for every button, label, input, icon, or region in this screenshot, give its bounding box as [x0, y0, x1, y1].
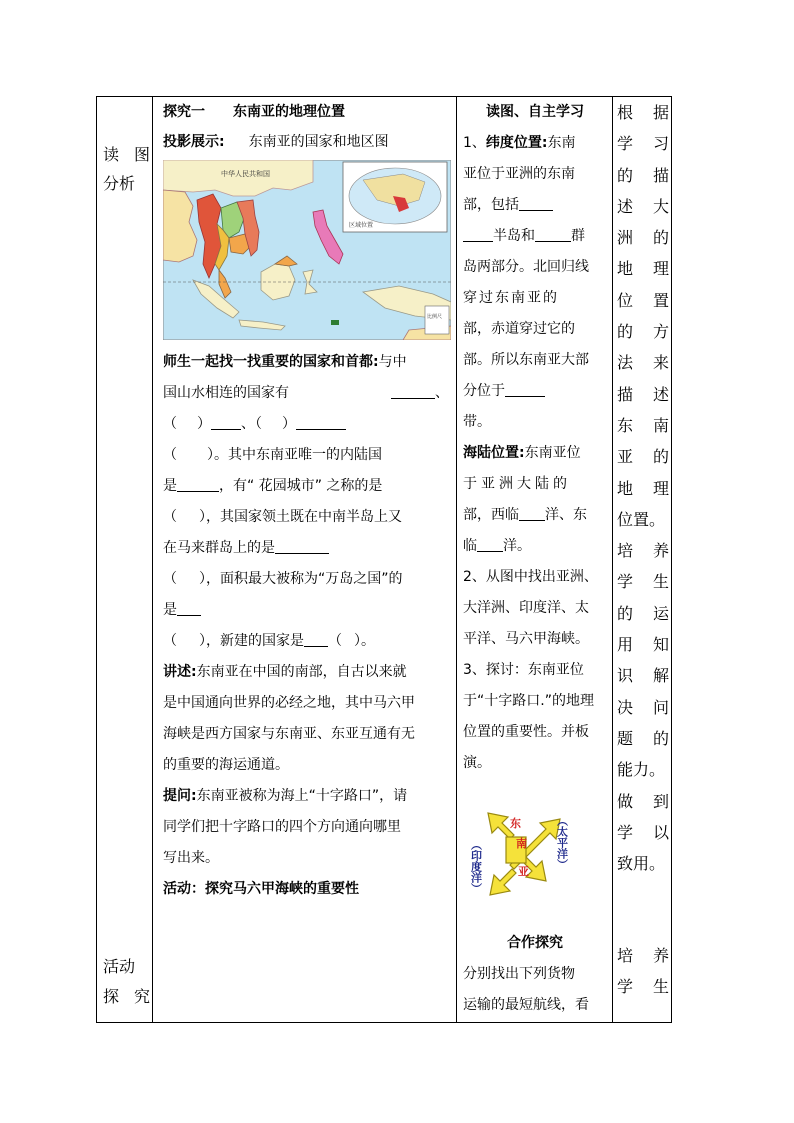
- text-line: 部。所以东南亚大部: [463, 352, 589, 368]
- activity-heading: 活动：探究马六甲海峡的重要性: [163, 881, 359, 897]
- text-line: 2、从图中找出亚洲、: [463, 569, 598, 585]
- text-line: 于亚洲大陆的: [463, 476, 571, 492]
- arrow-southwest: [490, 869, 516, 895]
- text-fragment: 是: [163, 602, 177, 618]
- intent-char: 解: [652, 666, 669, 686]
- fill-blank[interactable]: [177, 475, 219, 492]
- intent-char: 来: [652, 353, 669, 373]
- crossroad-diagram: [462, 795, 612, 913]
- intent-char: 致用。: [617, 854, 666, 874]
- intent-char: 学: [617, 572, 634, 592]
- intent-row: [617, 222, 669, 253]
- intent-char: 的: [617, 165, 634, 185]
- fill-blank[interactable]: [535, 225, 571, 242]
- col-section-labels-2: [103, 952, 153, 1012]
- intent-row: [617, 940, 669, 971]
- intent-row: [617, 598, 669, 629]
- map-legend: [425, 306, 449, 334]
- text-neighbors: 国山水相连的国家有: [163, 385, 289, 401]
- text-line: 岛两部分。北回归线: [463, 259, 589, 275]
- intent-char: 学: [617, 134, 634, 154]
- col-self-study: [463, 97, 607, 779]
- map-timor: [331, 320, 339, 325]
- text-fragment: ，有“ 花园城市” 之称的是: [219, 478, 383, 494]
- text-fragment: 、: [241, 416, 255, 432]
- intent-char: 的: [617, 322, 634, 342]
- text-line: 亚位于亚洲的东南: [463, 166, 575, 182]
- text-fragment: 群: [571, 228, 585, 244]
- intent-char: 培: [617, 541, 634, 561]
- intent-row: [617, 97, 669, 128]
- fill-blank[interactable]: [211, 413, 241, 430]
- text-fragment: 临: [463, 538, 477, 554]
- intent-char: 南: [652, 415, 669, 435]
- text-line: 穿过东南亚的: [463, 290, 559, 306]
- intent-char: 识: [617, 666, 634, 686]
- fill-blank[interactable]: [463, 225, 493, 242]
- intent-char: 题: [617, 728, 634, 748]
- self-study-heading: 读图、自主学习: [486, 104, 584, 120]
- cooperative-text: 分别找出下列货物: [463, 966, 575, 982]
- text-fragment: 洋。: [503, 538, 531, 554]
- intent-row: [617, 535, 669, 566]
- text-line: 大洋洲、印度洋、太: [463, 600, 589, 616]
- label-analysis: 分析: [103, 174, 136, 193]
- text-line: 部，赤道穿过它的: [463, 321, 575, 337]
- fill-blank[interactable]: [519, 504, 545, 521]
- label-activity: 活动: [103, 957, 136, 976]
- intent-row: [617, 191, 669, 222]
- text-fragment: 在马来群岛上的是: [163, 540, 275, 556]
- intent-char: 法: [617, 353, 634, 373]
- intent-char: 洲: [617, 228, 634, 248]
- fill-blank[interactable]: [296, 413, 346, 430]
- heading-part-a: 探究一: [163, 104, 205, 120]
- text-fragment: 部，西临: [463, 507, 519, 523]
- text-fragment: 是: [163, 478, 177, 494]
- intent-char: 大: [652, 196, 669, 216]
- intent-row: [617, 128, 669, 159]
- label-explore-b: 究: [133, 987, 150, 1006]
- intent-row: [617, 723, 669, 754]
- intent-row: [617, 848, 669, 879]
- label-explore-a: 探: [103, 987, 120, 1006]
- intent-char: 问: [652, 697, 669, 717]
- intent-row: [617, 316, 669, 347]
- intent-char: 位: [617, 290, 634, 310]
- intent-row: [617, 379, 669, 410]
- text-fragment: 东南: [547, 135, 576, 151]
- lecture-text: 是中国通向世界的必经之地，其中马六甲: [163, 695, 415, 711]
- intent-char: 运: [652, 603, 669, 623]
- text-fragment: 洋、东: [545, 507, 587, 523]
- col-teaching-content: [163, 347, 453, 905]
- intent-char: 方: [652, 322, 669, 342]
- intent-row: [617, 253, 669, 284]
- intent-char: 据: [652, 103, 669, 122]
- intent-char: 的: [652, 447, 669, 467]
- intent-char: 描: [617, 384, 634, 404]
- pacific-label: （太平洋）: [555, 815, 569, 870]
- text-fragment: 分位于: [463, 383, 505, 399]
- intent-char: 生: [652, 572, 669, 592]
- crossroad-label-3: 亚: [518, 865, 529, 878]
- label-read-b: 图: [133, 145, 150, 164]
- intent-row: [617, 410, 669, 441]
- intent-char: 用: [617, 635, 634, 655]
- intent-row: [617, 971, 669, 1002]
- text-fragment: ）: [282, 416, 296, 432]
- intent-char: 学: [617, 977, 634, 997]
- text-fragment: 、: [435, 385, 449, 401]
- lecture-text: 东南亚在中国的南部，自古以来就: [196, 664, 407, 680]
- intent-char: 描: [652, 165, 669, 185]
- intent-char: 述: [652, 384, 669, 404]
- land-sea-label: 海陆位置:: [463, 445, 525, 461]
- intent-char: 做: [617, 791, 634, 811]
- intent-row: [617, 754, 669, 785]
- intent-row: [617, 629, 669, 660]
- text-fragment: （: [255, 416, 262, 432]
- intent-char: 培: [617, 946, 634, 965]
- intent-char: 述: [617, 196, 634, 216]
- col-section-labels: [103, 140, 153, 198]
- column-divider: [612, 97, 613, 1022]
- question-text: 东南亚被称为海上“十字路口”，请: [196, 788, 408, 804]
- latitude-label: 纬度位置:: [485, 135, 548, 151]
- text-fragment: （: [328, 633, 342, 649]
- question-text: 写出来。: [163, 850, 219, 866]
- crossroad-arrows: [488, 813, 560, 895]
- intent-char: 学: [617, 822, 634, 842]
- text-fragment: ）。: [354, 633, 375, 649]
- intent-char: 的: [617, 603, 634, 623]
- intent-char: 地: [617, 259, 634, 279]
- text-fragment: ）: [197, 416, 211, 432]
- cooperative-text: 运输的最短航线，看: [463, 997, 589, 1013]
- intent-char: 生: [652, 977, 669, 997]
- intent-char: 根: [617, 103, 634, 122]
- intent-char: 能力。: [617, 760, 666, 780]
- intent-char: 的: [652, 228, 669, 248]
- intent-char: 决: [617, 697, 634, 717]
- text-fragment: ），其国家领土既在中南半岛上又: [199, 509, 402, 525]
- indian-ocean-label: （印度洋）: [469, 839, 483, 894]
- intent-char: 养: [652, 541, 669, 561]
- lecture-label: 讲述:: [163, 664, 197, 680]
- text-line: 于“十字路口.”的地理: [463, 693, 594, 709]
- text-fragment: （: [163, 416, 177, 432]
- col-design-intent-2: [617, 940, 669, 1003]
- lecture-text: 的重要的海运通道。: [163, 757, 289, 773]
- section-heading: [163, 97, 453, 128]
- text-fragment: （: [163, 633, 177, 649]
- text-line: 演。: [463, 755, 491, 771]
- text-fragment: （: [163, 447, 177, 463]
- text-line: 带。: [463, 414, 491, 430]
- intent-row: [617, 817, 669, 848]
- label-read-a: 读: [103, 145, 120, 164]
- intent-row: [617, 441, 669, 472]
- intent-row: [617, 504, 669, 535]
- intent-char: 以: [652, 822, 669, 842]
- crossroad-label-1: 东: [510, 817, 521, 830]
- intent-row: [617, 160, 669, 191]
- intent-char: 东: [617, 415, 634, 435]
- find-countries-label: 师生一起找一找重要的国家和首都:: [163, 354, 379, 370]
- crossroad-label-2: 南: [516, 837, 527, 850]
- map-legend-label: 比例尺: [427, 314, 443, 320]
- fill-blank[interactable]: [275, 537, 329, 554]
- col-design-intent: [617, 97, 669, 879]
- text-fragment: ），面积最大被称为“万岛之国”的: [199, 571, 403, 587]
- intent-char: 置: [652, 290, 669, 310]
- intent-row: [617, 660, 669, 691]
- text-fragment: 东南亚位: [524, 445, 581, 461]
- fill-blank[interactable]: [304, 630, 328, 647]
- intent-row: [617, 786, 669, 817]
- text-line: 3、探讨：东南亚位: [463, 662, 584, 678]
- text-fragment: 1、: [463, 135, 486, 151]
- cooperative-heading: 合作探究: [507, 935, 563, 951]
- intent-char: 养: [652, 946, 669, 965]
- intent-char: 的: [652, 728, 669, 748]
- fill-blank[interactable]: [477, 535, 503, 552]
- text-fragment: 部，包括: [463, 197, 519, 213]
- text-fragment: 半岛和: [493, 228, 535, 244]
- text-fragment: （: [163, 571, 177, 587]
- column-divider: [152, 97, 153, 1022]
- intent-row: [617, 566, 669, 597]
- fill-blank[interactable]: [505, 380, 545, 397]
- text-fragment: 与中: [378, 354, 407, 370]
- text-fragment: （: [163, 509, 177, 525]
- fill-blank[interactable]: [391, 382, 435, 399]
- fill-blank[interactable]: [177, 599, 201, 616]
- intent-char: 理: [652, 259, 669, 279]
- text-line: 位置的重要性。并板: [463, 724, 589, 740]
- text-fragment: ）: [207, 447, 214, 463]
- lecture-text: 海峡是西方国家与东南亚、东亚互通有无: [163, 726, 415, 742]
- intent-char: 理: [652, 478, 669, 498]
- text-line: 平洋、马六甲海峡。: [463, 631, 589, 647]
- map-inset-label: 区域位置: [349, 222, 374, 229]
- question-text: 同学们把十字路口的四个方向通向哪里: [163, 819, 401, 835]
- question-label: 提问:: [163, 788, 197, 804]
- column-divider: [456, 97, 457, 1022]
- intent-row: [617, 473, 669, 504]
- intent-char: 地: [617, 478, 634, 498]
- map-china-label: 中华人民共和国: [221, 170, 270, 178]
- intent-char: 习: [652, 134, 669, 154]
- intent-char: 位置。: [617, 509, 666, 529]
- heading-part-b: 东南亚的地理位置: [233, 104, 345, 120]
- southeast-asia-map: [163, 160, 451, 340]
- fill-blank[interactable]: [519, 194, 553, 211]
- intent-row: [617, 347, 669, 378]
- intent-row: [617, 692, 669, 723]
- text-fragment: ），新建的国家是: [199, 633, 304, 649]
- intent-char: 知: [652, 635, 669, 655]
- intent-row: [617, 285, 669, 316]
- projection-title: 东南亚的国家和地区图: [248, 134, 389, 150]
- text-fragment: 。其中东南亚唯一的内陆国: [214, 447, 382, 463]
- cooperative-section: [463, 928, 607, 1021]
- intent-char: 亚: [617, 447, 634, 467]
- projection-label: 投影展示:: [163, 134, 225, 150]
- intent-char: 到: [652, 791, 669, 811]
- projection-line: [163, 127, 453, 158]
